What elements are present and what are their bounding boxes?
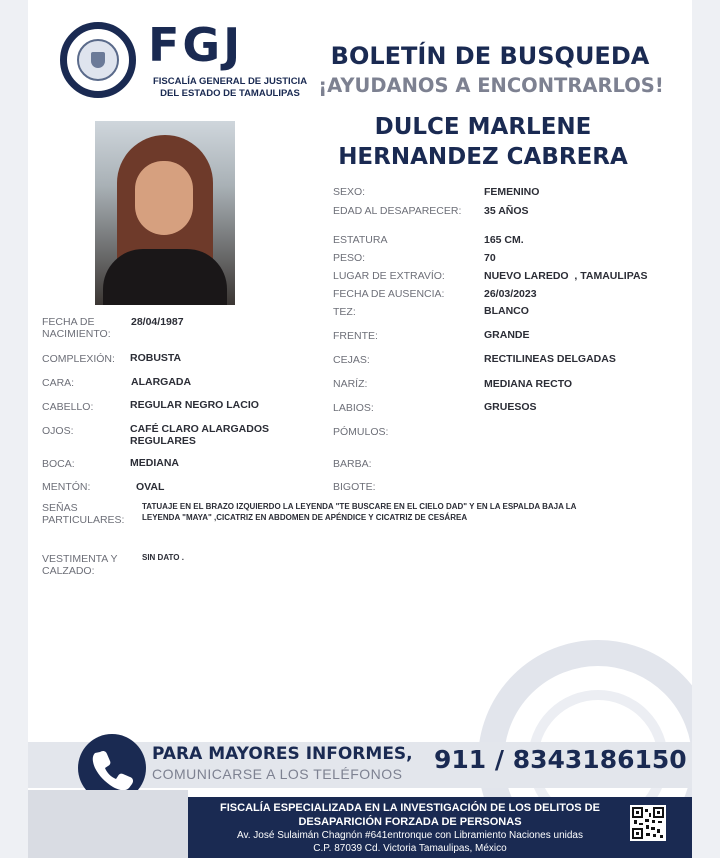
- person-photo: [95, 121, 235, 305]
- sexo-label: SEXO:: [333, 186, 366, 198]
- senas-label-1: SEÑAS: [42, 502, 78, 514]
- senas-value: [142, 501, 642, 523]
- edad-label: EDAD AL DESAPARECER:: [333, 205, 462, 217]
- footer-address: [188, 829, 632, 855]
- footer-address-2: C.P. 87039 Cd. Victoria Tamaulipas, México: [313, 843, 507, 854]
- nacimiento-value: 28/04/1987: [131, 316, 184, 328]
- nacimiento-label-2: NACIMIENTO:: [42, 328, 111, 340]
- vestimenta-label: [42, 553, 117, 577]
- senas-line-2: LEYENDA "MAYA" ,CICATRIZ EN ABDOMEN DE APÉNDICE Y CICATRIZ DE CESÁREA: [142, 513, 468, 522]
- fecha-ausencia-value: 26/03/2023: [484, 288, 537, 300]
- estatura-value: 165 CM.: [484, 234, 524, 246]
- sexo-value: FEMENINO: [484, 186, 540, 198]
- ojos-value-1: CAFÉ CLARO ALARGADOS: [130, 423, 270, 435]
- cejas-label: CEJAS:: [333, 354, 370, 366]
- vestimenta-label-1: VESTIMENTA Y: [42, 553, 118, 565]
- boca-value: MEDIANA: [130, 457, 179, 469]
- complexion-value: ROBUSTA: [130, 352, 182, 364]
- senas-label-2: PARTICULARES:: [42, 514, 125, 526]
- nacimiento-label-1: FECHA DE: [42, 316, 95, 328]
- cara-label: CARA:: [42, 377, 75, 389]
- complexion-label: COMPLEXIÓN:: [42, 353, 115, 365]
- menton-value: OVAL: [136, 481, 165, 493]
- edad-value: 35 AÑOS: [484, 205, 529, 217]
- senas-label: [42, 502, 124, 526]
- boca-label: BOCA:: [42, 458, 75, 470]
- fecha-ausencia-label: FECHA DE AUSENCIA:: [333, 288, 445, 300]
- frente-value: GRANDE: [484, 329, 530, 341]
- logo-text: FGJ: [148, 18, 244, 72]
- lugar-label: LUGAR DE EXTRAVÍO:: [333, 270, 445, 282]
- vestimenta-label-2: CALZADO:: [42, 565, 95, 577]
- frente-label: FRENTE:: [333, 330, 378, 342]
- qr-code-icon: [630, 805, 666, 841]
- footer-left-band: [28, 790, 188, 858]
- nariz-label: NARÍZ:: [333, 378, 368, 390]
- footer-agency-2: DESAPARICIÓN FORZADA DE PERSONAS: [298, 816, 522, 828]
- cabello-value: REGULAR NEGRO LACIO: [130, 399, 259, 411]
- seal-icon: [60, 22, 136, 98]
- menton-label: MENTÓN:: [42, 481, 91, 493]
- name-line-2: HERNANDEZ CABRERA: [338, 144, 628, 170]
- bulletin-title: BOLETÍN DE BUSQUEDA: [330, 42, 650, 70]
- name-line-1: DULCE MARLENE: [374, 114, 592, 140]
- barba-label: BARBA:: [333, 458, 372, 470]
- peso-value: 70: [484, 252, 496, 264]
- tez-label: TEZ:: [333, 306, 356, 318]
- nariz-value: MEDIANA RECTO: [484, 378, 573, 390]
- footer-agency: [188, 801, 632, 829]
- vestimenta-value: SIN DATO .: [142, 553, 184, 562]
- bulletin-subtitle: ¡AYUDANOS A ENCONTRARLOS!: [318, 74, 664, 97]
- nacimiento-label: [42, 316, 111, 340]
- bigote-label: BIGOTE:: [333, 481, 376, 493]
- ojos-label: OJOS:: [42, 425, 74, 437]
- footer-address-1: Av. José Sulaimán Chagnón #641entronque con Libramiento Naciones unidas: [237, 830, 583, 841]
- cara-value: ALARGADA: [131, 376, 192, 388]
- cabello-label: CABELLO:: [42, 401, 94, 413]
- person-name: [318, 112, 648, 172]
- peso-label: PESO:: [333, 252, 366, 264]
- lugar-value: NUEVO LAREDO , TAMAULIPAS: [484, 270, 648, 282]
- ojos-value-2: REGULARES: [130, 435, 196, 447]
- ojos-value: [130, 423, 269, 447]
- tez-value: BLANCO: [484, 305, 529, 317]
- cejas-value: RECTILINEAS DELGADAS: [484, 353, 616, 365]
- estatura-label: ESTATURA: [333, 234, 388, 246]
- bulletin-sheet: [28, 0, 692, 858]
- contact-line-1: PARA MAYORES INFORMES,: [152, 744, 413, 764]
- phone-number: 911 / 8343186150: [434, 745, 687, 774]
- contact-line-2: COMUNICARSE A LOS TELÉFONOS: [152, 766, 403, 782]
- senas-line-1: TATUAJE EN EL BRAZO IZQUIERDO LA LEYENDA "TE BUSCARE EN EL CIELO DAD" Y EN LA ESPALDA BAJA LA: [142, 502, 577, 511]
- logo-subtitle: FISCALÍA GENERAL DE JUSTICIA DEL ESTADO DE TAMAULIPAS: [152, 76, 308, 99]
- labios-value: GRUESOS: [484, 401, 537, 413]
- pomulos-label: PÓMULOS:: [333, 426, 389, 438]
- footer-agency-1: FISCALÍA ESPECIALIZADA EN LA INVESTIGACIÓN DE LOS DELITOS DE: [220, 802, 600, 814]
- labios-label: LABIOS:: [333, 402, 374, 414]
